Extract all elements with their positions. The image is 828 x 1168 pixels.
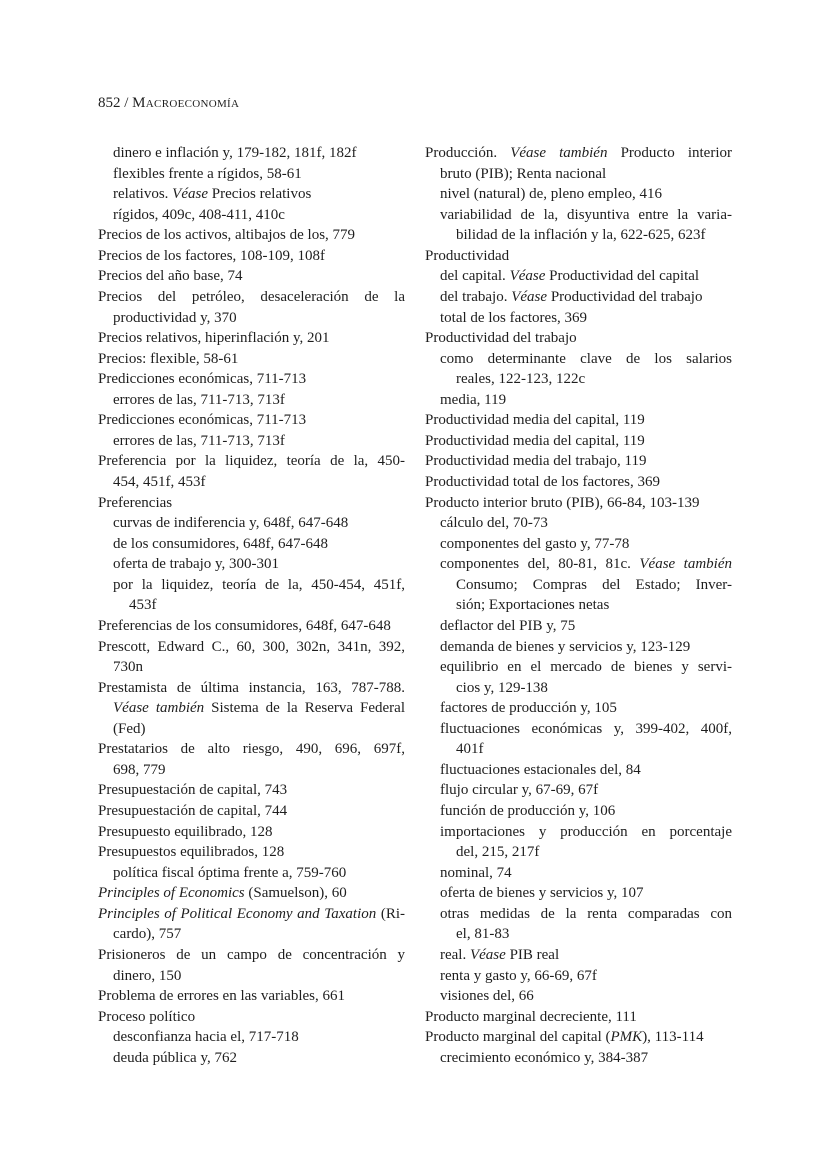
entry-text: importaciones y producción en porcentaje [440,823,732,840]
entry-text: ), 113-114 [642,1029,704,1046]
index-entry-line [98,1007,405,1028]
index-entry-line [425,472,732,493]
entry-text: del capital. [440,268,510,285]
entry-text: otras medidas de la renta comparadas con [440,905,732,922]
index-subentry-line [425,986,732,1007]
index-subentry-line [98,164,405,185]
entry-text: Precios relativos [207,186,312,203]
entry-text: Producción. [425,145,511,161]
index-subentry-line [425,924,732,945]
index-subentry-line [98,143,405,164]
italic-text: Véase también [113,700,205,717]
index-subentry-line [425,822,732,843]
index-entry-line [425,328,732,349]
entry-text: (Fed) [113,720,146,737]
entry-text: Prestamista de última instancia, 163, 787-788. [98,679,405,696]
entry-text: real. [440,946,470,963]
index-subentry-line [98,472,405,493]
entry-text: Productividad media del capital, 119 [425,412,645,429]
entry-text: Preferencias de los consumidores, 648f, 647-648 [98,617,391,634]
entry-text: Presupuestación de capital, 743 [98,782,288,799]
entry-text: por la liquidez, teoría de la, 450-454, 451f, [113,576,405,593]
entry-text: política fiscal óptima frente a, 759-760 [113,864,347,881]
entry-text: demanda de bienes y servicios y, 123-129 [440,638,691,655]
index-entry-line [425,1007,732,1028]
entry-text: Prescott, Edward C., 60, 300, 302n, 341n, 392, [98,638,405,655]
entry-text: Productividad total de los factores, 369 [425,474,660,490]
index-subentry-line [98,534,405,555]
index-entry-line [98,349,405,370]
index-entry-line [98,451,405,472]
index-entry-line [98,266,405,287]
index-subentry-line [98,184,405,205]
index-subentry-line [98,575,405,596]
index-subentry-line [425,801,732,822]
entry-text: dinero, 150 [113,967,182,984]
entry-text: Problema de errores en las variables, 661 [98,988,345,1005]
page-number: 852 [98,95,121,111]
entry-text: Predicciones económicas, 711-713 [98,371,307,388]
index-column-right [425,143,732,1068]
italic-text: Véase [469,946,506,963]
entry-text: fluctuaciones estacionales del, 84 [440,761,641,778]
index-entry-line [98,822,405,843]
index-subentry-line [425,184,732,205]
index-subentry-line [98,966,405,987]
entry-text: oferta de bienes y servicios y, 107 [440,885,644,902]
index-subentry-line [425,760,732,781]
entry-text: reales, 122-123, 122c [456,371,586,388]
index-subentry-line [425,904,732,925]
italic-text: Principles of Economics [98,885,245,902]
italic-text: Véase [511,288,548,305]
index-entry-line [425,431,732,452]
index-subentry-line [425,225,732,246]
entry-text: curvas de indiferencia y, 648f, 647-648 [113,515,349,532]
index-subentry-line [425,349,732,370]
entry-text: Precios del petróleo, desaceleración de la [98,288,405,305]
entry-text: variabilidad de la, disyuntiva entre la varia- [440,206,732,223]
index-entry-line [98,842,405,863]
entry-text: productividad y, 370 [113,309,237,326]
entry-text: Precios de los factores, 108-109, 108f [98,247,326,264]
entry-text: PIB real [505,946,560,963]
index-subentry-line [98,554,405,575]
index-subentry-line [98,1048,405,1069]
index-subentry-line [425,945,732,966]
book-title: Macroeconomía [132,95,240,111]
index-entry-line [98,369,405,390]
index-subentry-line [425,534,732,555]
entry-text: flexibles frente a rígidos, 58-61 [113,165,302,182]
entry-text: fluctuaciones económicas y, 399-402, 400f, [440,720,732,737]
index-entry-line [425,1027,732,1048]
entry-text: cálculo del, 70-73 [440,515,548,532]
entry-text: Producto interior bruto (PIB), 66-84, 103-139 [425,494,700,511]
italic-text: Principles of Political Economy and Taxation [98,905,377,922]
entry-text: bilidad de la inflación y la, 622-625, 623f [456,227,706,244]
index-subentry-line [98,760,405,781]
entry-text: 698, 779 [113,761,166,778]
index-entry-line [98,616,405,637]
index-subentry-line [425,842,732,863]
entry-text: deflactor del PIB y, 75 [440,617,576,634]
entry-text: Consumo; Compras del Estado; Inver- [456,576,732,593]
index-subentry-line [98,308,405,329]
entry-text: 454, 451f, 453f [113,474,206,490]
index-entry-line [425,493,732,514]
entry-text: Productividad [425,247,510,264]
index-entry-line [98,739,405,760]
index-subentry-line [425,266,732,287]
entry-text: como determinante clave de los salarios [440,350,732,367]
entry-text: relativos. [113,186,173,203]
index-column-left [98,143,405,1068]
running-header [98,95,239,112]
entry-text: nominal, 74 [440,864,512,881]
entry-text: Sistema de la Reserva Federal [204,700,405,717]
entry-text: Presupuesto equilibrado, 128 [98,823,273,840]
entry-text: Precios del año base, 74 [98,268,243,285]
entry-text: nivel (natural) de, pleno empleo, 416 [440,186,663,203]
index-entry-line [98,637,405,658]
entry-text: componentes del, 80-81, 81c. [440,556,640,573]
index-subentry-line [425,883,732,904]
index-entry-line [98,945,405,966]
index-subentry-line [425,657,732,678]
entry-text: flujo circular y, 67-69, 67f [440,782,599,799]
italic-text: Véase también [510,145,608,161]
italic-text: Véase [172,186,208,203]
index-entry-line [425,246,732,267]
entry-text: componentes del gasto y, 77-78 [440,535,630,552]
index-entry-line [98,287,405,308]
entry-text: Producto marginal del capital ( [425,1029,611,1046]
index-entry-line [98,801,405,822]
entry-text: el, 81-83 [456,926,510,943]
index-entry-line [98,986,405,1007]
index-entry-line [98,246,405,267]
entry-text: del, 215, 217f [456,844,540,861]
index-subentry-line [425,966,732,987]
index-entry-line [98,493,405,514]
entry-text: Producto interior [607,145,732,161]
entry-text: dinero e inflación y, 179-182, 181f, 182f [113,145,357,161]
index-subentry-line [425,164,732,185]
entry-text: Presupuestación de capital, 744 [98,803,288,819]
entry-text: Precios relativos, hiperinflación y, 201 [98,330,330,347]
entry-text: Productividad del trabajo [547,288,703,305]
index-subentry-line [425,780,732,801]
entry-text: total de los factores, 369 [440,309,588,326]
index-subentry-line [425,308,732,329]
entry-text: del trabajo. [440,288,512,305]
entry-text: Precios de los activos, altibajos de los, 779 [98,227,356,244]
italic-text: Véase [509,268,546,285]
index-subentry-line [425,719,732,740]
entry-text: Preferencia por la liquidez, teoría de la, 450- [98,453,405,470]
entry-text: Prestatarios de alto riesgo, 490, 696, 697f, [98,741,405,758]
entry-text: Proceso político [98,1008,196,1025]
index-subentry-line [425,595,732,616]
entry-text: (Ri- [376,905,405,922]
index-subentry-line [98,390,405,411]
index-subentry-line [425,369,732,390]
index-subentry-line [425,616,732,637]
index-subentry-line [425,575,732,596]
entry-text: deuda pública y, 762 [113,1049,237,1066]
header-separator: / [120,95,133,111]
entry-text: cardo), 757 [113,926,182,943]
index-entry-line [98,904,405,925]
entry-text: Producto marginal decreciente, 111 [425,1008,637,1025]
index-subentry-line [425,739,732,760]
index-subentry-line [98,513,405,534]
entry-text: (Samuelson), 60 [244,885,347,902]
entry-text: factores de producción y, 105 [440,700,617,717]
italic-text: Véase también [639,556,732,573]
index-subentry-line [425,287,732,308]
index-subentry-line [98,1027,405,1048]
index-entry-line [425,143,732,164]
entry-text: oferta de trabajo y, 300-301 [113,556,280,573]
entry-text: de los consumidores, 648f, 647-648 [113,535,328,552]
entry-text: equilibrio en el mercado de bienes y servi- [440,659,732,676]
index-subentry-line [425,390,732,411]
entry-text: Productividad media del trabajo, 119 [425,453,647,470]
index-subentry-line [425,698,732,719]
index-subentry-line [98,698,405,719]
index-entry-line [98,678,405,699]
index-subentry-line [98,431,405,452]
entry-text: desconfianza hacia el, 717-718 [113,1029,299,1046]
index-entry-line [425,451,732,472]
entry-text: renta y gasto y, 66-69, 67f [440,967,597,984]
entry-text: rígidos, 409c, 408-411, 410c [113,206,285,223]
index-subentry-line [98,205,405,226]
entry-text: cios y, 129-138 [456,679,548,696]
index-subentry-line [98,657,405,678]
entry-text: Presupuestos equilibrados, 128 [98,844,285,861]
index-subentry-line [425,205,732,226]
entry-text: errores de las, 711-713, 713f [113,391,285,408]
entry-text: Predicciones económicas, 711-713 [98,412,307,429]
index-subentry-line [425,513,732,534]
entry-text: errores de las, 711-713, 713f [113,432,285,449]
index-entry-line [98,328,405,349]
index-entry-line [98,410,405,431]
entry-text: bruto (PIB); Renta nacional [440,165,607,182]
entry-text: Productividad del capital [545,268,700,285]
entry-text: función de producción y, 106 [440,803,616,819]
entry-text: crecimiento económico y, 384-387 [440,1049,649,1066]
entry-text: Productividad del trabajo [425,330,577,347]
entry-text: Preferencias [98,494,173,511]
index-subentry-line [98,719,405,740]
index-subentry-line [425,863,732,884]
index-subentry-line [425,637,732,658]
entry-text: media, 119 [440,391,507,408]
entry-text: Productividad media del capital, 119 [425,432,645,449]
entry-text: 730n [113,659,143,676]
index-entry-line [98,780,405,801]
index-entry-line [98,225,405,246]
index-entry-line [98,883,405,904]
index-subentry-line [425,678,732,699]
entry-text: visiones del, 66 [440,988,534,1005]
entry-text: sión; Exportaciones netas [456,597,610,614]
entry-text: 401f [456,741,484,758]
entry-text: Precios: flexible, 58-61 [98,350,239,367]
index-subentry-line [425,1048,732,1069]
index-subentry-line [425,554,732,575]
entry-text: 453f [129,597,157,614]
index-subentry-line [98,924,405,945]
entry-text: Prisioneros de un campo de concentración y [98,946,405,963]
index-entry-line [425,410,732,431]
index-subentry-line [98,595,405,616]
italic-text: PMK [610,1029,643,1046]
index-subentry-line [98,863,405,884]
